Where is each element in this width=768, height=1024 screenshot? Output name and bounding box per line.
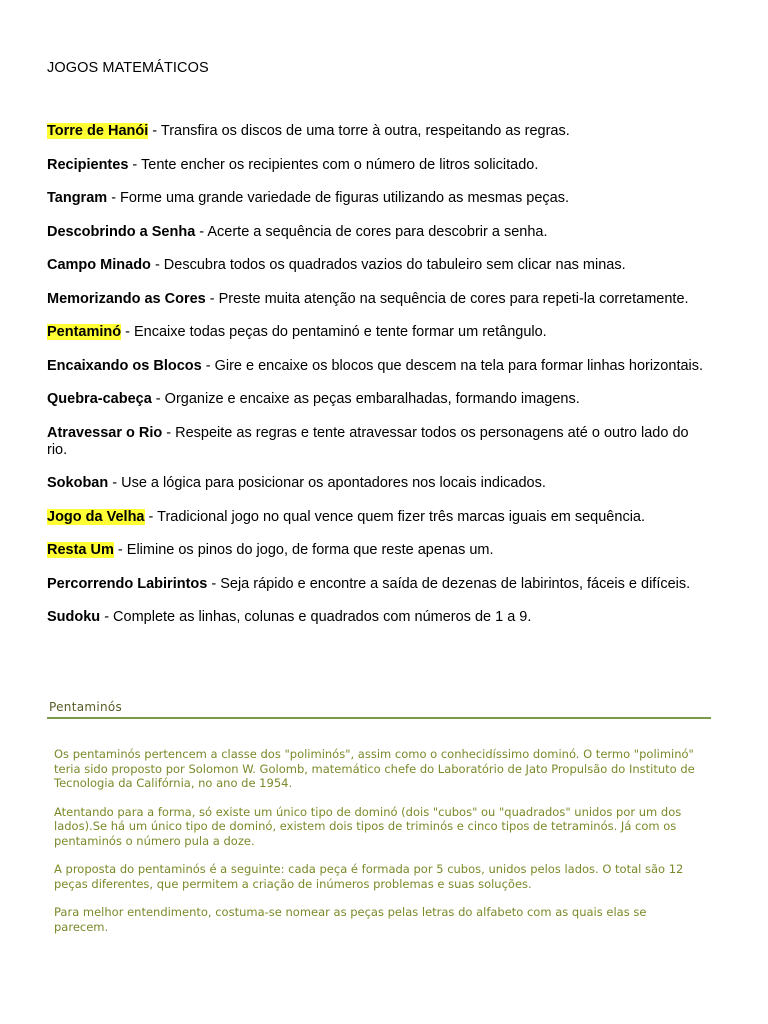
game-description: - Acerte a sequência de cores para descobrir a senha. [195, 223, 548, 240]
game-description: - Gire e encaixe os blocos que descem na tela para formar linhas horizontais. [201, 357, 704, 374]
game-description: - Use a lógica para posicionar os apontadores nos locais indicados. [108, 475, 546, 491]
game-name: Resta Um [47, 542, 114, 558]
game-name: Campo Minado [47, 257, 151, 273]
game-name: Memorizando as Cores [47, 290, 206, 307]
game-name: Sokoban [47, 475, 109, 491]
game-item [47, 425, 707, 459]
game-name: Quebra-cabeça [47, 391, 152, 407]
section-paragraph: A proposta do pentaminós é a seguinte: cada peça é formada por 5 cubos, unidos pelos lados. O total são 12 peças diferentes, que permitem a criação de inúmeros problemas e suas soluções. [54, 862, 684, 891]
game-name: Atravessar o Rio [47, 424, 163, 441]
game-item [47, 324, 707, 341]
game-item [47, 609, 707, 626]
game-item [47, 509, 707, 526]
game-name: Percorrendo Labirintos [47, 575, 208, 592]
section-body [54, 747, 704, 948]
game-item [47, 157, 707, 174]
game-description: - Forme uma grande variedade de figuras utilizando as mesmas peças. [107, 190, 569, 206]
game-name: Encaixando os Blocos [47, 357, 202, 374]
game-name: Torre de Hanói [47, 123, 149, 139]
game-item [47, 542, 707, 559]
game-item [47, 391, 707, 408]
game-name: Tangram [47, 190, 108, 206]
game-item [47, 123, 707, 140]
game-name: Pentaminó [47, 324, 122, 340]
game-description: - Encaixe todas peças do pentaminó e tente formar um retângulo. [121, 324, 547, 340]
game-name: Jogo da Velha [47, 508, 145, 525]
section-paragraph: Os pentaminós pertencem a classe dos "poliminós", assim como o conhecidíssimo dominó. O termo "poliminó" teria sido proposto por Solomon W. Golomb, matemático chefe do Laboratório de Jato Propulsão do Instituto de Tecnologia da Califórnia, no ano de 1954. [54, 747, 695, 790]
game-name: Descobrindo a Senha [47, 223, 196, 240]
game-description: - Complete as linhas, colunas e quadrados com números de 1 a 9. [100, 609, 532, 625]
game-description: - Descubra todos os quadrados vazios do tabuleiro sem clicar nas minas. [150, 257, 626, 273]
game-name: Sudoku [47, 609, 101, 625]
section-title: Pentaminós [47, 700, 711, 719]
game-description: - Respeite as regras e tente atravessar todos os personagens até o outro lado do rio. [47, 424, 689, 458]
game-description: - Seja rápido e encontre a saída de dezenas de labirintos, fáceis e difíceis. [207, 575, 691, 592]
game-description: - Tente encher os recipientes com o número de litros solicitado. [128, 156, 539, 173]
game-list [47, 123, 707, 643]
game-description: - Organize e encaixe as peças embaralhadas, formando imagens. [151, 391, 580, 407]
game-item [47, 358, 707, 375]
game-description: - Tradicional jogo no qual vence quem fizer três marcas iguais em sequência. [144, 508, 646, 525]
game-name: Recipientes [47, 156, 129, 173]
section-paragraph: Para melhor entendimento, costuma-se nomear as peças pelas letras do alfabeto com as quais elas se parecem. [54, 905, 647, 934]
game-item [47, 576, 707, 593]
page-title: JOGOS MATEMÁTICOS [47, 60, 209, 76]
game-item [47, 475, 707, 492]
game-item [47, 257, 707, 274]
game-item [47, 291, 707, 308]
game-description: - Transfira os discos de uma torre à outra, respeitando as regras. [148, 123, 570, 139]
game-item [47, 190, 707, 207]
game-description: - Elimine os pinos do jogo, de forma que reste apenas um. [113, 542, 494, 558]
pentaminos-section [47, 700, 711, 934]
game-item [47, 224, 707, 241]
section-paragraph: Atentando para a forma, só existe um único tipo de dominó (dois "cubos" ou "quadrados" unidos por um dos lados).Se há um único tipo de dominó, existem dois tipos de triminós e cinco tipos de tetraminós. Já com os pentaminós o número pula a doze. [54, 804, 682, 848]
game-description: - Preste muita atenção na sequência de cores para repeti-la corretamente. [205, 290, 689, 307]
